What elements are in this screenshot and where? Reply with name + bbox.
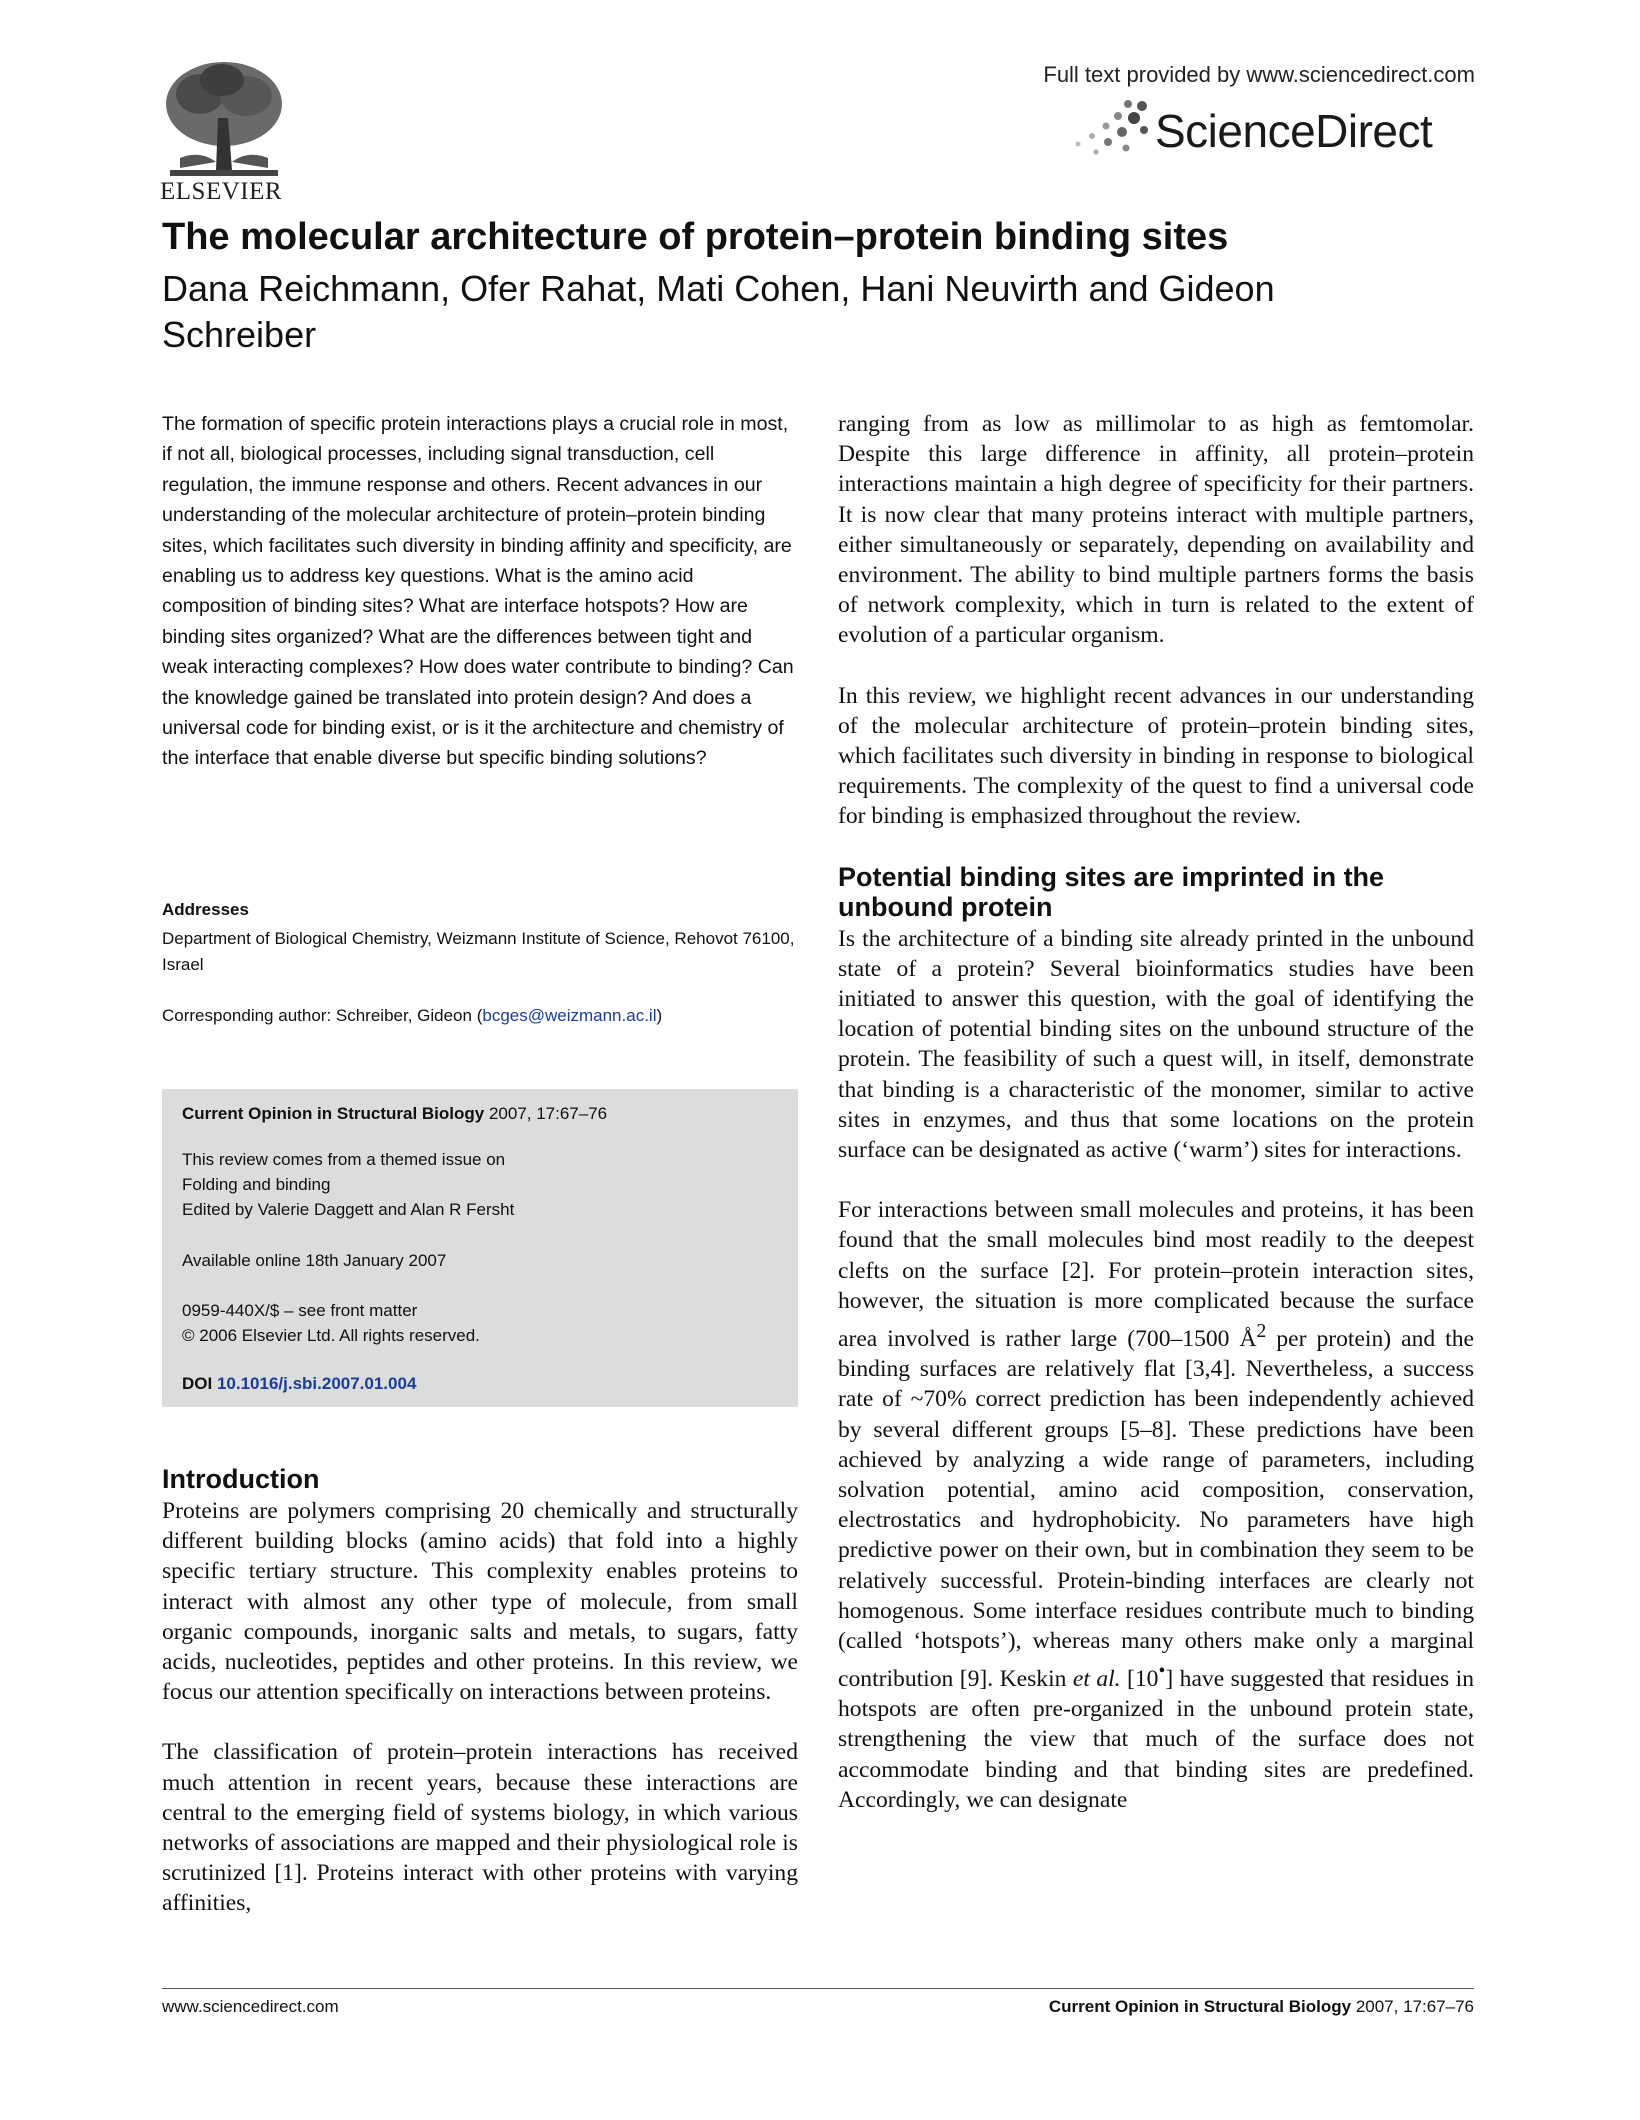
section-2-heading: Potential binding sites are imprinted in the unbound protein [838,861,1385,922]
copyright-line: © 2006 Elsevier Ltd. All rights reserved. [182,1326,480,1345]
addresses-heading: Addresses [162,900,249,919]
section-2-paragraph-2 [838,1195,1474,1815]
doi-label: DOI [182,1374,217,1393]
themed-line-3: Edited by Valerie Daggett and Alan R Fersht [182,1200,515,1219]
introduction-heading: Introduction [162,1464,320,1494]
sec2-p2-part-a: For interactions between small molecules and proteins, it has been found that the small molecules bind most readily to the deepest clefts on the surface [2]. For protein–protein interaction sites, however, the situation is more complicated because the surface area involved is rather large (700–1500 Å [838,1197,1474,1352]
right-paragraph-1: ranging from as low as millimolar to as high as femtomolar. Despite this large difference in affinity, all protein–protein interactions maintain a high degree of specificity for their partners. It is now clear that many proteins interact with multiple partners, either simultaneously or separately, depending on availability and environment. The ability to bind multiple partners forms the basis of network complexity, which in turn is related to the extent of evolution of a particular organism. [838,411,1474,649]
ref-bullet: • [1158,1660,1166,1683]
issn-line: 0959-440X/$ – see front matter [182,1301,418,1320]
themed-line-2: Folding and binding [182,1175,331,1194]
footer-citation [900,1997,1474,2017]
footer-citation-text: 2007, 17:67–76 [1351,1997,1474,2016]
abstract: The formation of specific protein interactions plays a crucial role in most, if not all, biological processes, including signal transduction, cell regulation, the immune response and others. Recent advances in our understanding of the molecular architecture of protein–protein binding sites, which facilitates such diversity in binding affinity and specificity, are enabling us to address key questions. What is the amino acid composition of binding sites? What are interface hotspots? How are binding sites organized? What are the differences between tight and weak interacting complexes? How does water contribute to binding? Can the knowledge gained be translated into protein design? And does a universal code for binding exist, or is it the architecture and chemistry of the interface that enable diverse but specific binding solutions? [162,413,794,770]
infobox-journal: Current Opinion in Structural Biology [182,1104,485,1123]
available-online: Available online 18th January 2007 [182,1251,447,1270]
footer-rule [162,1988,1474,1989]
corresponding-close: ) [656,1006,663,1025]
doi-link[interactable]: 10.1016/j.sbi.2007.01.004 [216,1374,417,1393]
infobox-citation [182,1104,607,1124]
article-info-box [162,1089,798,1407]
full-text-note: Full text provided by www.sciencedirect.com [1043,62,1475,87]
corresponding-author [162,1003,802,1029]
intro-paragraph-1: Proteins are polymers comprising 20 chemically and structurally different building blocks (amino acids) that fold into a highly specific tertiary structure. This complexity enables proteins to interact with almost any other type of molecule, from small organic compounds, inorganic salts and metals, to sugars, fatty acids, nucleotides, peptides and other proteins. In this review, we focus our attention specifically on interactions between proteins. [162,1498,798,1706]
infobox-citation-text: 2007, 17:67–76 [484,1104,608,1123]
themed-line-1: This review comes from a themed issue on [182,1150,506,1169]
area-superscript: 2 [1256,1320,1267,1343]
article-authors: Dana Reichmann, Ofer Rahat, Mati Cohen, Hani Neuvirth and Gideon Schreiber [162,268,1275,355]
sec2-p2-ref: [10 [1120,1666,1159,1693]
intro-paragraph-2: The classification of protein–protein interactions has received much attention in recent years, because these interactions are central to the emerging field of systems biology, in which various networks of associations are mapped and their physiological role is scrutinized [1]. Proteins interact with other proteins with varying affinities, [162,1739,798,1917]
section-2-paragraph-1: Is the architecture of a binding site already printed in the unbound state of a protein? Several bioinformatics studies have been initiated to answer this question, with the goal of identifying the location of potential binding sites on the unbound structure of the protein. The feasibility of such a quest will, in itself, demonstrate that binding is a characteristic of the monomer, similar to active sites in enzymes, and thus that some locations on the protein surface can be designated as active (‘warm’) sites for interactions. [838,925,1474,1164]
left-body-column [162,1496,798,1919]
footer-journal: Current Opinion in Structural Biology [1048,1997,1352,2016]
doi-line [182,1374,416,1394]
sciencedirect-dots-icon [1062,96,1152,160]
corresponding-email-link[interactable]: bcges@weizmann.ac.il [482,1006,657,1025]
sciencedirect-brand: ScienceDirect [1155,105,1433,157]
right-body-column [838,409,1474,1815]
elsevier-wordmark: ELSEVIER [160,178,283,205]
article-title: The molecular architecture of protein–protein binding sites [162,216,1229,258]
sec2-p2-part-c: ] have suggested that residues in hotspots are often pre-organized in the unbound protein state, strengthening the view that much of the surface does not accommodate binding and that binding sites are predefined. Accordingly, we can designate [838,1666,1475,1813]
footer-website[interactable]: www.sciencedirect.com [162,1997,339,2016]
right-paragraph-2: In this review, we highlight recent advances in our understanding of the molecular architecture of protein–protein binding sites, which facilitates such diversity in binding in response to biological requirements. The complexity of the quest to find a universal code for binding is emphasized throughout the review. [838,682,1474,830]
corresponding-label: Corresponding author: Schreiber, Gideon ( [162,1006,483,1025]
et-al: et al. [1072,1666,1121,1693]
author-address: Department of Biological Chemistry, Weizmann Institute of Science, Rehovot 76100, Israel [162,929,795,974]
sec2-p2-part-b: per protein) and the binding surfaces are relatively flat [3,4]. Nevertheless, a success rate of ~70% correct prediction has been independently achieved by several different groups [5–8]. These predictions have been achieved by analyzing a wide range of parameters, including solvation potential, amino acid composition, conservation, electrostatics and hydrophobicity. No parameters have high predictive power on their own, but in combination they seem to be relatively successful. Protein-binding interfaces are clearly not homogenous. Some interface residues contribute much to binding (called ‘hotspots’), whereas many others make only a marginal contribution [9]. Keskin [838,1325,1474,1693]
